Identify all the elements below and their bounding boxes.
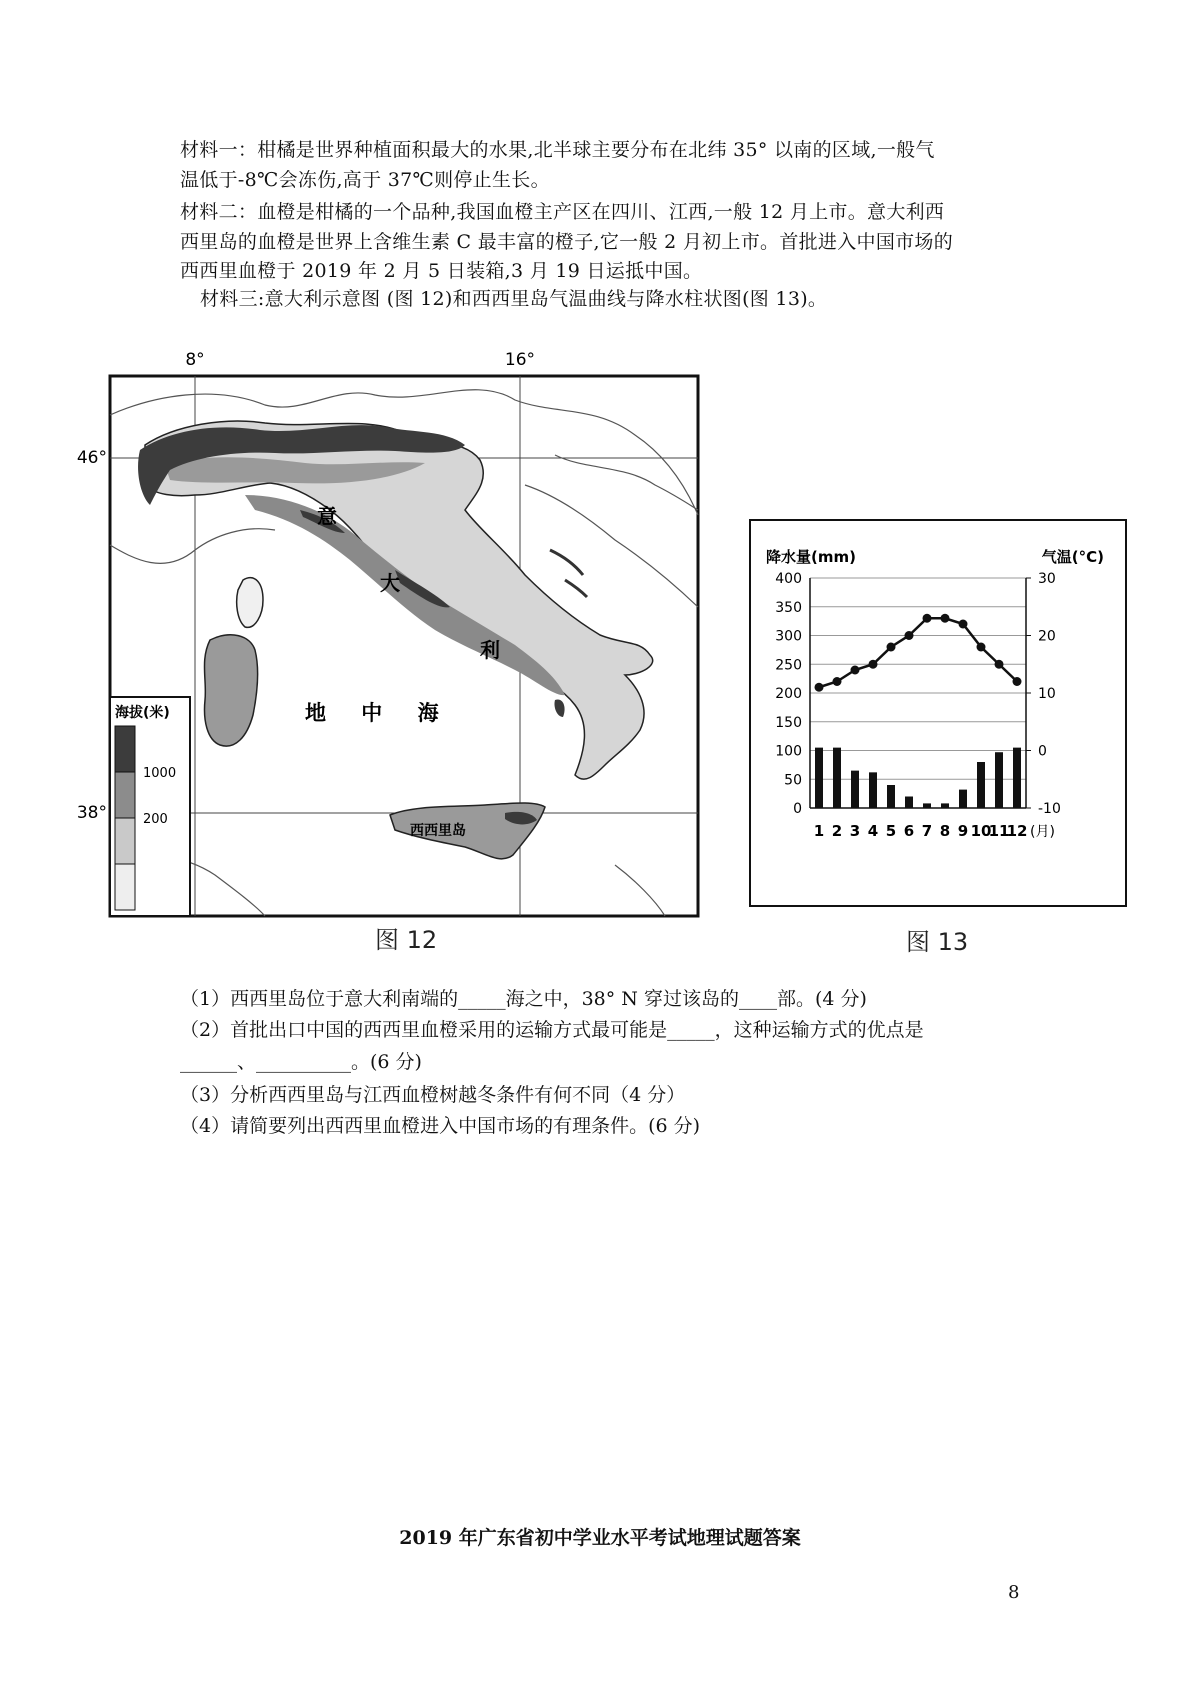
temperature-point: [977, 643, 986, 652]
temperature-point: [923, 614, 932, 623]
y-right-tick-label: -10: [1038, 801, 1061, 817]
month-tick-label: 5: [885, 822, 897, 840]
month-tick-label: 7: [921, 822, 933, 840]
precipitation-bar: [941, 803, 949, 808]
temperature-point: [941, 614, 950, 623]
question-1: （1）西西里岛位于意大利南端的_____海之中，38° N 穿过该岛的____部。(4 分): [180, 988, 867, 1010]
month-tick-label: 2: [831, 822, 843, 840]
month-tick-label: 9: [957, 822, 969, 840]
precipitation-bar: [869, 772, 877, 808]
month-tick-label: 11: [988, 822, 1010, 840]
figure-13-label: 图 13: [906, 928, 969, 956]
y-left-tick-label: 100: [775, 743, 802, 760]
legend-value-200: 200: [143, 812, 168, 827]
material-2-line-3: 西西里血橙于 2019 年 2 月 5 日装箱,3 月 19 日运抵中国。: [180, 260, 703, 282]
precipitation-bar: [851, 771, 859, 808]
y-left-tick-label: 50: [784, 772, 802, 789]
temperature-point: [833, 677, 842, 686]
lat-label-46: 46°: [76, 448, 107, 468]
y-left-tick-label: 200: [775, 686, 802, 702]
legend-value-1000: 1000: [143, 766, 177, 781]
question-3: （3）分析西西里岛与江西血橙树越冬条件有何不同（4 分）: [180, 1084, 686, 1106]
y-left-tick-label: 300: [775, 628, 802, 645]
lon-label-8: 8°: [185, 350, 205, 370]
temperature-point: [995, 660, 1004, 669]
y-left-tick-label: 250: [775, 657, 802, 674]
x-unit-label: (月): [1030, 824, 1055, 840]
lat-label-38: 38°: [76, 803, 107, 823]
y-right-tick-label: 10: [1038, 686, 1056, 702]
precipitation-bar: [959, 790, 967, 808]
temperature-point: [959, 620, 968, 629]
y-left-label: 降水量(mm): [766, 548, 856, 566]
temperature-point: [869, 660, 878, 669]
question-2-line-1: （2）首批出口中国的西西里血橙采用的运输方式最可能是_____，这种运输方式的优点是: [180, 1019, 924, 1041]
italy-map: [76, 345, 715, 915]
y-right-tick-label: 30: [1038, 571, 1056, 587]
precipitation-bar: [977, 762, 985, 808]
temperature-point: [905, 631, 914, 640]
month-tick-label: 4: [867, 822, 879, 840]
month-tick-label: 6: [903, 822, 915, 840]
precipitation-bar: [905, 797, 913, 809]
material-1-line-2: 温低于-8℃会冻伤,高于 37℃则停止生长。: [180, 169, 550, 191]
precipitation-bar: [1013, 748, 1021, 808]
material-3: 材料三:意大利示意图 (图 12)和西西里岛气温曲线与降水柱状图(图 13)。: [200, 288, 828, 310]
country-char-da: 大: [380, 571, 400, 595]
precipitation-bar: [887, 785, 895, 808]
climate-chart: [748, 518, 1128, 908]
month-tick-label: 3: [849, 822, 861, 840]
lon-label-16: 16°: [504, 350, 536, 370]
page-number: 8: [1008, 1582, 1020, 1603]
month-tick-label: 12: [1006, 822, 1028, 840]
country-char-li: 利: [480, 638, 500, 662]
legend-title: 海拔(米): [115, 705, 170, 721]
y-right-label: 气温(°C): [1041, 548, 1104, 566]
month-tick-label: 1: [813, 822, 825, 840]
month-tick-label: 10: [970, 822, 992, 840]
precipitation-bar: [833, 748, 841, 808]
material-2-line-2: 西里岛的血橙是世界上含维生素 C 最丰富的橙子,它一般 2 月初上市。首批进入中国市场的: [180, 231, 954, 253]
question-2-line-2: ______、__________。(6 分): [180, 1051, 422, 1073]
material-1-line-1: 材料一：柑橘是世界种植面积最大的水果,北半球主要分布在北纬 35° 以南的区域,一般气: [180, 139, 935, 161]
figure-12-label: 图 12: [375, 926, 438, 954]
precipitation-bar: [815, 748, 823, 808]
y-left-tick-label: 150: [775, 714, 802, 731]
precipitation-bar: [995, 752, 1003, 808]
temperature-point: [815, 683, 824, 692]
temperature-point: [1013, 677, 1022, 686]
precipitation-bar: [923, 803, 931, 808]
material-2-line-1: 材料二：血橙是柑橘的一个品种,我国血橙主产区在四川、江西,一般 12 月上市。意大利西: [180, 201, 945, 223]
y-left-tick-label: 350: [775, 599, 802, 616]
month-tick-label: 8: [939, 822, 951, 840]
sicily-label: 西西里岛: [410, 823, 466, 839]
y-right-tick-label: 20: [1038, 628, 1056, 645]
footer-title: 2019 年广东省初中学业水平考试地理试题答案: [399, 1527, 801, 1549]
temperature-point: [887, 643, 896, 652]
question-4: （4）请简要列出西西里血橙进入中国市场的有理条件。(6 分): [180, 1115, 701, 1137]
y-left-tick-label: 400: [775, 571, 802, 587]
country-char-yi: 意: [317, 504, 337, 528]
mediterranean-sea-label: 地 中 海: [305, 701, 453, 725]
y-left-tick-label: 0: [793, 801, 802, 817]
elevation-legend: [110, 697, 190, 916]
y-right-tick-label: 0: [1038, 743, 1047, 760]
temperature-point: [851, 666, 860, 675]
